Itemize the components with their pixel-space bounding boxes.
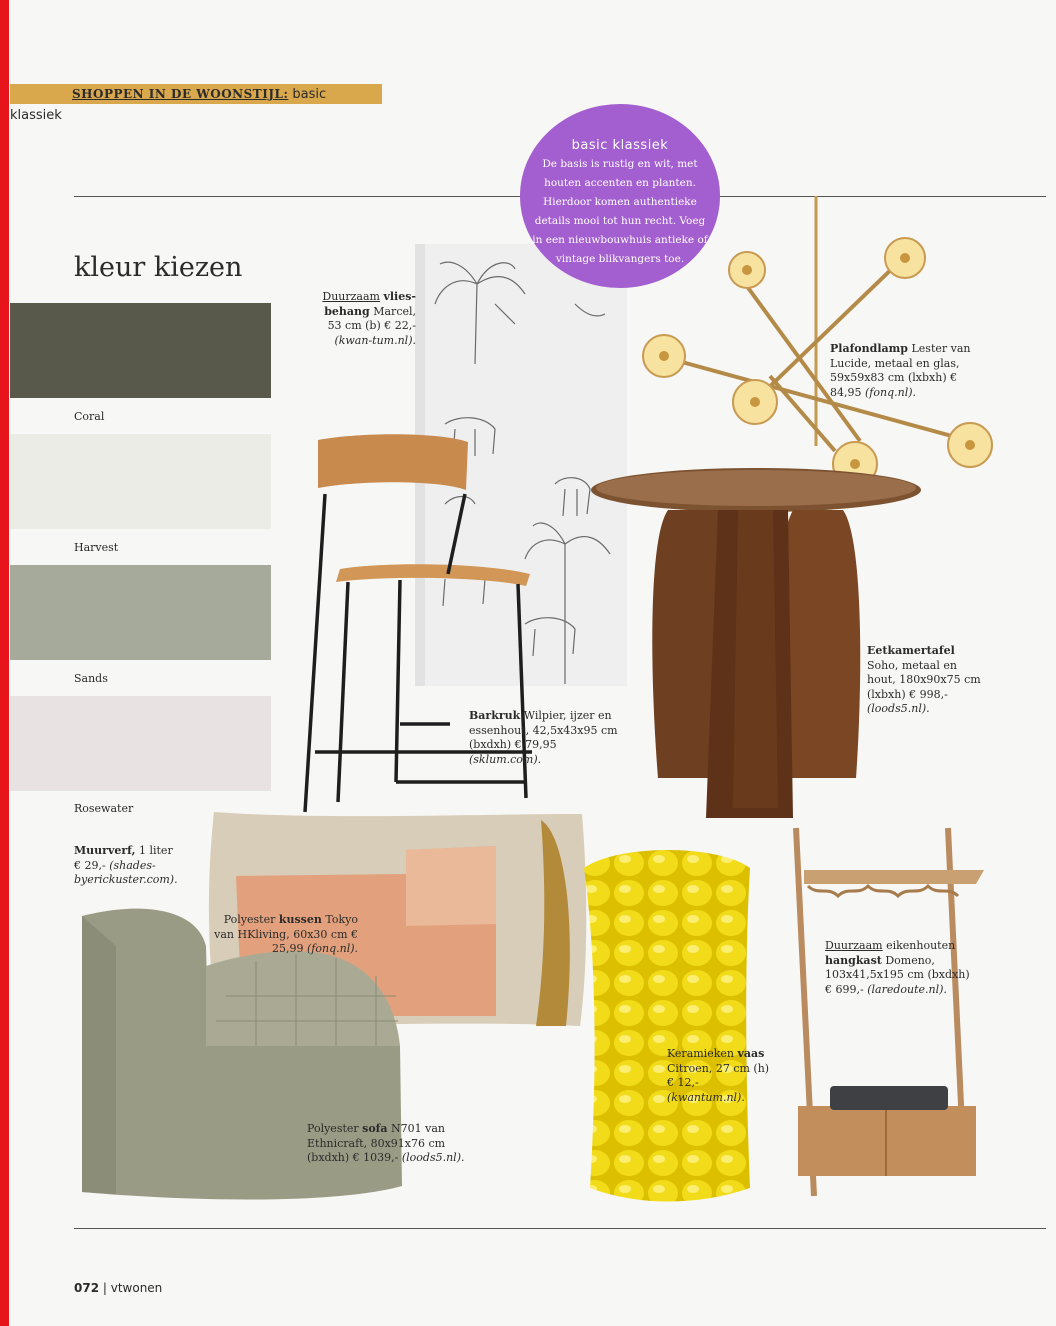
swatch-name-coral: Coral: [74, 410, 105, 423]
section-label: [10, 84, 382, 123]
caption-vase: Keramieken vaas Citroen, 27 cm (h) € 12,- (kwantum.nl).: [667, 1047, 770, 1104]
swatch-name-harvest: Harvest: [74, 541, 119, 554]
kleur-heading: kleur kiezen: [74, 252, 243, 283]
swatch-harvest: [10, 434, 271, 529]
coat-rack-image: [788, 824, 988, 1198]
swatch-rosewater: [10, 696, 271, 791]
bottom-rule: [74, 1228, 1046, 1229]
caption-stool: Barkruk Wilpier, ijzer en essenhout, 42,5x43x95 cm (bxdxh) € 79,95 (sklum.com).: [469, 709, 618, 766]
caption-table: Eetkamertafel Soho, metaal en hout, 180x90x75 cm (lxbxh) € 998,- (loods5.nl).: [867, 644, 981, 715]
page-footer: 072 | vtwonen: [74, 1281, 163, 1295]
caption-wallpaper: Duurzaam vlies-behang Marcel, 53 cm (b) € 22,- (kwan-tum.nl).: [322, 290, 416, 347]
swatch-sands: [10, 565, 271, 660]
bubble-text: De basis is rustig en wit, met houten accenten en planten. Hierdoor komen authentieke details mooi tot hun recht. Voeg in een nieuwbouwhuis antieke of vintage blikvangers toe.: [532, 158, 708, 265]
section-style: basic klassiek: [10, 87, 327, 123]
section-kicker: SHOPPEN IN DE WOONSTIJL:: [72, 87, 289, 101]
swatch-name-sands: Sands: [74, 672, 108, 685]
magazine-brand: vtwonen: [110, 1281, 163, 1295]
caption-sofa: Polyester sofa N701 van Ethnicraft, 80x91x76 cm (bxdxh) € 1039,- (loods5.nl).: [307, 1122, 465, 1164]
swatch-coral: [10, 303, 271, 398]
page-number: 072: [74, 1281, 100, 1295]
caption-lamp: Plafondlamp Lester van Lucide, metaal en glas, 59x59x83 cm (lxbxh) € 84,95 (fonq.nl).: [830, 342, 971, 399]
caption-rack: Duurzaam eikenhouten hangkast Domeno, 103x41,5x195 cm (bxdxh) € 699,- (laredoute.nl).: [825, 939, 970, 996]
swatch-name-rosewater: Rosewater: [74, 802, 134, 815]
red-edge-bar: [0, 0, 9, 1326]
caption-paint: Muurverf, 1 liter € 29,- (shades-byerickuster.com).: [74, 844, 178, 886]
style-bubble: [520, 104, 720, 288]
caption-cushion: Polyester kussen Tokyo van HKliving, 60x30 cm € 25,99 (fonq.nl).: [214, 913, 358, 955]
vase-image: [578, 848, 756, 1202]
bubble-title: basic klassiek: [571, 138, 669, 153]
